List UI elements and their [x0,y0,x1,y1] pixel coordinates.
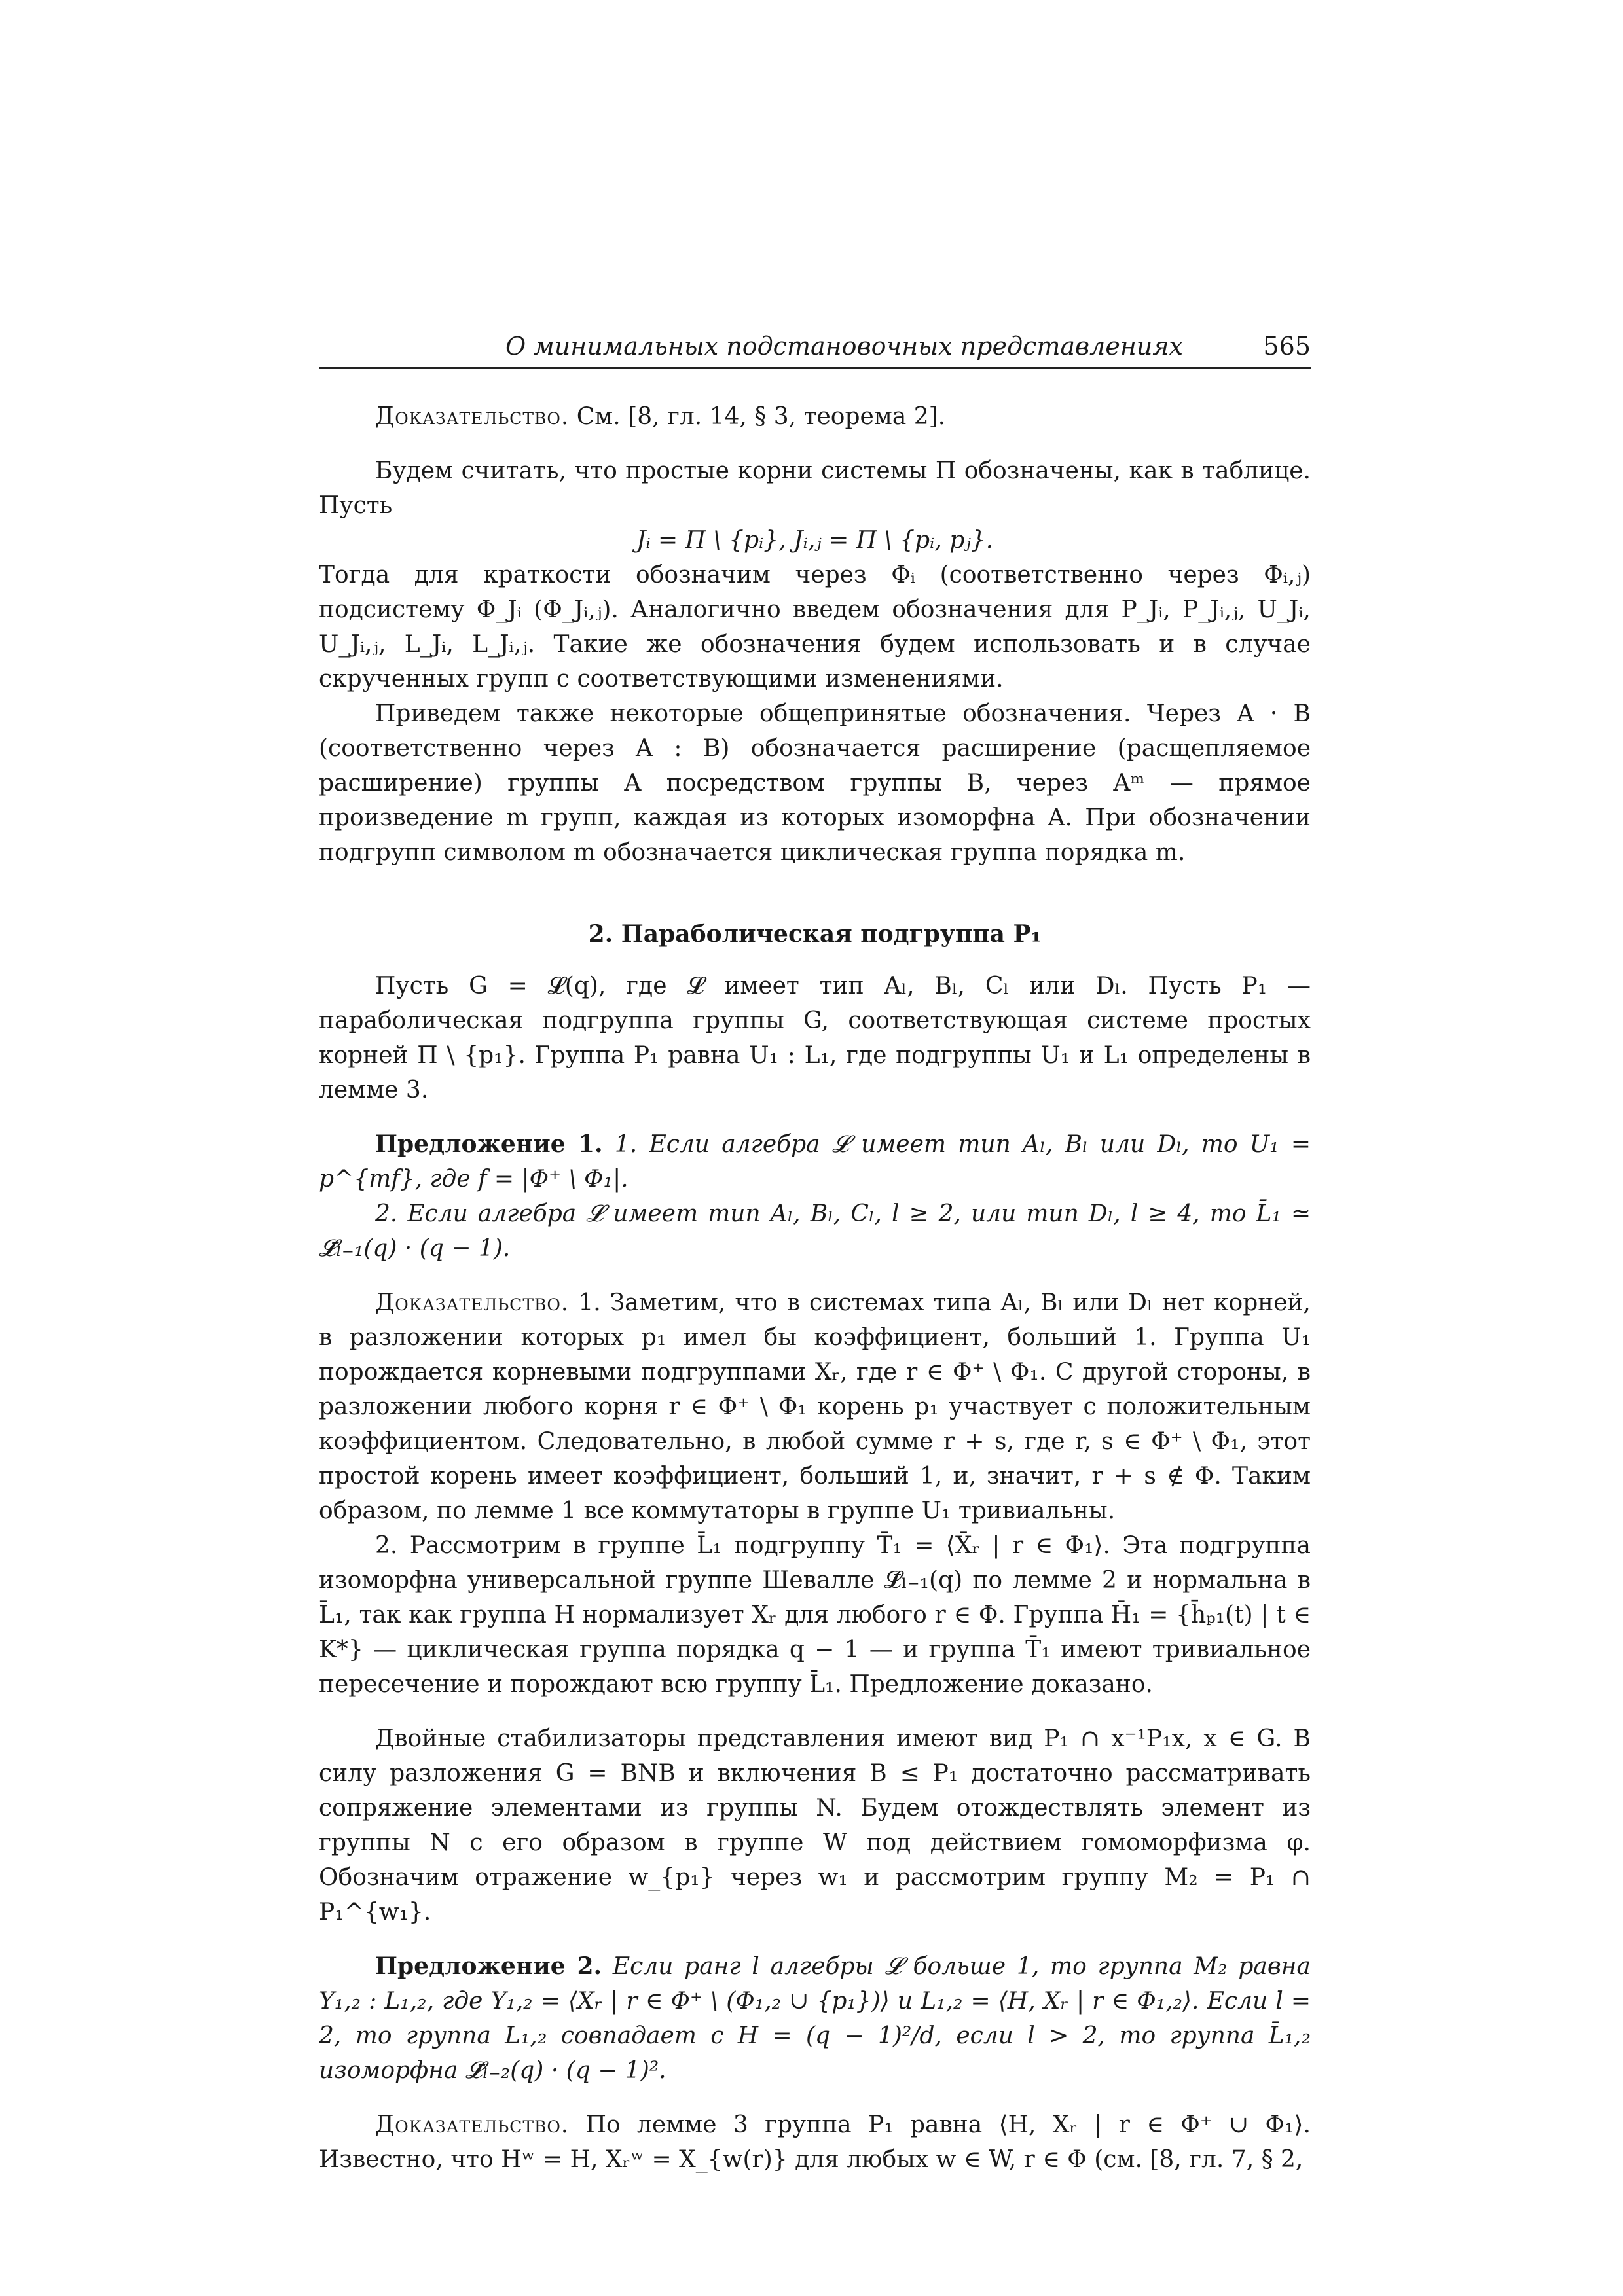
proof-lead: Доказательство. [375,403,570,430]
proof-paragraph [319,1285,1311,1528]
proof-paragraph [319,2108,1311,2177]
proposition-lead: Предложение 2. [375,1952,602,1980]
paragraph: Пусть G = 𝓛(q), где 𝓛 имеет тип Aₗ, Bₗ, Cₗ или Dₗ. Пусть P₁ — параболическая подгруппа группы G, соответствующая системе простых корней Π \ {p₁}. Группа P₁ равна U₁ : L₁, где подгруппы U₁ и L₁ определены в лемме 3. [319,973,1311,1103]
proof-lead: Доказательство. [375,1289,570,1316]
page-body [319,399,1311,2177]
paragraph: Тогда для краткости обозначим через Φᵢ (соответственно через Φᵢ,ⱼ) подсистему Φ_Jᵢ (Φ_Jᵢ,ⱼ). Аналогично введем обозначения для P_Jᵢ, P_Jᵢ,ⱼ, U_Jᵢ, U_Jᵢ,ⱼ, L_Jᵢ, L_Jᵢ,ⱼ. Такие же обозначения будем использовать и в случае скрученных групп с соответствующими изменениями. [319,562,1311,692]
proposition-paragraph: 2. Если алгебра 𝓛 имеет тип Aₗ, Bₗ, Cₗ, l ≥ 2, или тип Dₗ, l ≥ 4, то L̄₁ ≃ 𝓛̄ₗ₋₁(q) · (q − 1). [319,1200,1311,1262]
display-formula: Jᵢ = Π \ {pᵢ}, Jᵢ,ⱼ = Π \ {pᵢ, pⱼ}. [636,527,994,554]
proposition-paragraph [319,1949,1311,2088]
running-title: О минимальных подстановочных представлениях [505,332,1183,361]
paragraph: 2. Рассмотрим в группе L̄₁ подгруппу T̄₁ = ⟨X̄ᵣ | r ∈ Φ₁⟩. Эта подгруппа изоморфна универсальной группе Шевалле 𝓛̄ₗ₋₁(q) по лемме 2 и нормальна в L̄₁, так как группа H нормализует Xᵣ для любого r ∈ Φ. Группа H̄₁ = {h̄ₚ₁(t) | t ∈ K*} — циклическая группа порядка q − 1 — и группа T̄₁ имеют тривиальное пересечение и порождают всю группу L̄₁. Предложение доказано. [319,1532,1311,1698]
proof-lead: Доказательство. [375,2111,570,2138]
page-number: 565 [1263,332,1311,361]
paragraph-text: 1. Заметим, что в системах типа Aₗ, Bₗ или Dₗ нет корней, в разложении которых p₁ имел бы коэффициент, больший 1. Группа U₁ порождается корневыми подгруппами Xᵣ, где r ∈ Φ⁺ \ Φ₁. С другой стороны, в разложении любого корня r ∈ Φ⁺ \ Φ₁ корень p₁ участвует с положительным коэффициентом. Следовательно, в любой сумме r + s, где r, s ∈ Φ⁺ \ Φ₁, этот простой корень имеет коэффициент, больший 1, и, значит, r + s ∉ Φ. Таким образом, по лемме 1 все коммутаторы в группе U₁ тривиальны. [319,1289,1311,1524]
paragraph: Будем считать, что простые корни системы Π обозначены, как в таблице. Пусть [319,457,1311,519]
proposition-text: 1. Если алгебра 𝓛 имеет тип Aₗ, Bₗ или Dₗ, то U₁ = p^{mf}, где f = |Φ⁺ \ Φ₁|. [319,1131,1311,1193]
running-head [319,331,1311,369]
paragraph: Приведем также некоторые общепринятые обозначения. Через A · B (соответственно через A : B) обозначается расширение (расщепляемое расширение) группы A посредством группы B, через Aᵐ — прямое произведение m групп, каждая из которых изоморфна A. При обозначении подгрупп символом m обозначается циклическая группа порядка m. [319,700,1311,866]
page [319,331,1311,2177]
paragraph: Двойные стабилизаторы представления имеют вид P₁ ∩ x⁻¹P₁x, x ∈ G. В силу разложения G = BNB и включения B ≤ P₁ достаточно рассматривать сопряжение элементами из группы N. Будем отождествлять элемент из группы N с его образом в группе W под действием гомоморфизма φ. Обозначим отражение w_{p₁} через w₁ и рассмотрим группу M₂ = P₁ ∩ P₁^{w₁}. [319,1725,1311,1926]
proposition-paragraph [319,1127,1311,1196]
proposition-text: Если ранг l алгебры 𝓛 больше 1, то группа M₂ равна Y₁,₂ : L₁,₂, где Y₁,₂ = ⟨Xᵣ | r ∈ Φ⁺ \ (Φ₁,₂ ∪ {p₁})⟩ и L₁,₂ = ⟨H, Xᵣ | r ∈ Φ₁,₂⟩. Если l = 2, то группа L₁,₂ совпадает с H = (q − 1)²/d, если l > 2, то группа L̄₁,₂ изоморфна 𝓛̄ₗ₋₂(q) · (q − 1)². [319,1953,1311,2084]
paragraph-text: См. [8, гл. 14, § 3, теорема 2]. [569,403,946,430]
proof-paragraph [319,399,1311,434]
section-title: 2. Параболическая подгруппа P₁ [588,920,1042,948]
paragraph-text: По лемме 3 группа P₁ равна ⟨H, Xᵣ | r ∈ Φ⁺ ∪ Φ₁⟩. Известно, что Hʷ = H, Xᵣʷ = X_{w(r)} для любых w ∈ W, r ∈ Φ (см. [8, гл. 7, § 2, [319,2111,1311,2173]
proposition-lead: Предложение 1. [375,1130,603,1158]
